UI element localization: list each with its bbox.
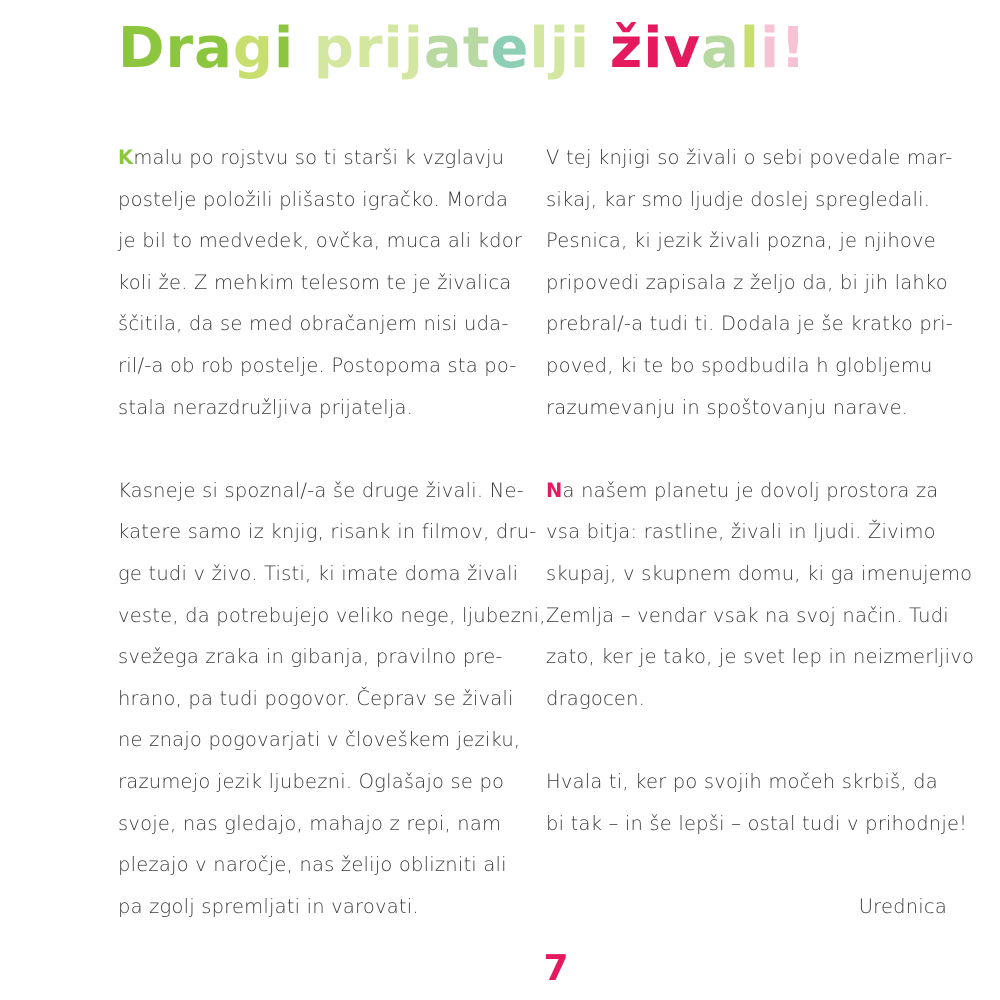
title-letter: p	[313, 16, 355, 81]
text-line	[546, 761, 951, 803]
line-text: pa zgolj spremljati in varovati.	[118, 894, 419, 918]
text-line	[546, 220, 951, 262]
title-letter: g	[232, 16, 274, 81]
text-line	[546, 387, 951, 429]
paragraph-gap	[546, 719, 951, 761]
text-line	[118, 137, 528, 179]
line-text: je bil to medvedek, ovčka, muca ali kdor	[118, 229, 523, 253]
text-line	[546, 262, 951, 304]
text-line	[118, 511, 537, 553]
title-letter: l	[529, 16, 550, 81]
drop-cap: K	[118, 146, 134, 169]
text-line	[118, 470, 528, 512]
title-letter: a	[701, 16, 740, 81]
title-letter: e	[490, 16, 530, 81]
line-text: razumejo jezik ljubezni. Oglašajo se po	[118, 769, 505, 793]
text-line	[118, 844, 528, 886]
line-text: poved, ki te bo spodbudila h globljemu	[546, 353, 933, 377]
text-line	[546, 137, 951, 179]
text-line	[546, 511, 951, 553]
line-text: razumevanju in spoštovanju narave.	[546, 395, 909, 419]
title-letter: ž	[609, 16, 644, 81]
line-text: ge tudi v živo. Tisti, ki imate doma živali	[118, 561, 519, 585]
title-letter: i	[569, 16, 591, 81]
title-letter: t	[462, 16, 491, 81]
line-text: skupaj, v skupnem domu, ki ga imenujemo	[546, 561, 973, 585]
title-letter: D	[118, 16, 166, 81]
text-line	[118, 803, 528, 845]
paragraph	[118, 470, 546, 928]
title-letter: i	[643, 16, 664, 81]
title-letter: a	[194, 16, 233, 81]
line-text: dragocen.	[546, 686, 646, 710]
text-line	[118, 678, 528, 720]
paragraph	[546, 761, 968, 844]
line-text: stala nerazdružljiva prijatelja.	[118, 395, 414, 419]
text-line	[546, 179, 951, 221]
title-letter: i	[274, 16, 295, 81]
title-letter: i	[383, 16, 404, 81]
text-line	[546, 803, 968, 845]
line-text: Pesnica, ki jezik živali pozna, je njihove	[546, 229, 936, 253]
text-line	[118, 886, 528, 928]
title-letter: !	[780, 16, 807, 81]
paragraph	[546, 470, 975, 720]
left-column	[118, 137, 546, 927]
title-letter: r	[354, 16, 384, 81]
text-line	[118, 387, 528, 429]
title-letter: a	[423, 16, 463, 81]
title-letter: i	[760, 16, 781, 81]
line-text: postelje položili plišasto igračko. Morda	[118, 187, 509, 211]
text-line	[546, 303, 954, 345]
text-line	[546, 678, 951, 720]
text-line	[118, 595, 546, 637]
text-line	[118, 636, 528, 678]
line-text: svoje, nas gledajo, mahajo z repi, nam	[118, 811, 502, 835]
line-text: zato, ker je tako, je svet lep in neizmerljivo	[546, 645, 975, 669]
line-text: hrano, pa tudi pogovor. Čeprav se živali	[118, 686, 514, 710]
text-line	[546, 553, 973, 595]
text-line	[118, 719, 528, 761]
title-letter: r	[165, 16, 195, 81]
line-text: Hvala ti, ker po svojih močeh skrbiš, da	[546, 769, 938, 793]
text-line	[546, 595, 951, 637]
text-line	[546, 470, 951, 512]
right-column	[546, 137, 975, 927]
line-text: ščitila, da se med obračanjem nisi uda-	[118, 312, 509, 336]
text-line	[546, 345, 951, 387]
line-text: sikaj, kar smo ljudje doslej spregledali.	[546, 187, 931, 211]
line-text: koli že. Z mehkim telesom te je živalica	[118, 270, 512, 294]
line-text: plezajo v naročje, nas želijo oblizniti ali	[118, 853, 507, 877]
line-text: ne znajo pogovarjati v človeškem jeziku,	[118, 728, 521, 752]
line-text: svežega zraka in gibanja, pravilno pre-	[118, 645, 503, 669]
page-title	[118, 14, 807, 84]
line-text: Kasneje si spoznal/-a še druge živali. Ne-	[118, 478, 524, 502]
title-letter: v	[663, 16, 701, 81]
line-text: ril/-a ob rob postelje. Postopoma sta po-	[118, 353, 517, 377]
line-text: pripovedi zapisala z željo da, bi jih lahko	[546, 270, 948, 294]
page-number: 7	[543, 948, 569, 989]
line-text: bi tak – in še lepši – ostal tudi v prihodnje!	[546, 811, 968, 835]
text-line	[118, 179, 528, 221]
text-line	[118, 553, 528, 595]
line-text: vsa bitja: rastline, živali in ljudi. Živimo	[546, 520, 936, 544]
line-text: a našem planetu je dovolj prostora za	[562, 478, 939, 502]
line-text: katere samo iz knjig, risank in filmov, dru-	[118, 520, 537, 544]
line-text: prebral/-a tudi ti. Dodala je še kratko pri-	[546, 312, 954, 336]
signature: Urednica	[858, 894, 947, 918]
paragraph-gap	[546, 428, 951, 470]
drop-cap: N	[546, 478, 563, 502]
title-letter: j	[549, 16, 570, 81]
paragraph	[546, 137, 954, 428]
text-line	[118, 345, 528, 387]
title-letter: l	[739, 16, 760, 81]
line-text: malu po rojstvu so ti starši k vzglavju	[133, 146, 505, 169]
paragraph-gap	[118, 428, 528, 470]
paragraph	[118, 137, 528, 428]
text-line	[546, 636, 975, 678]
text-line	[118, 303, 528, 345]
paragraph-gap	[546, 844, 951, 886]
line-text: veste, da potrebujejo veliko nege, ljubezni,	[118, 603, 546, 627]
line-text: Zemlja – vendar vsak na svoj način. Tudi	[546, 603, 949, 627]
line-text: V tej knjigi so živali o sebi povedale mar-	[546, 146, 953, 169]
text-line	[118, 761, 528, 803]
title-letter: j	[403, 16, 424, 81]
text-line	[118, 262, 528, 304]
text-line	[118, 220, 528, 262]
